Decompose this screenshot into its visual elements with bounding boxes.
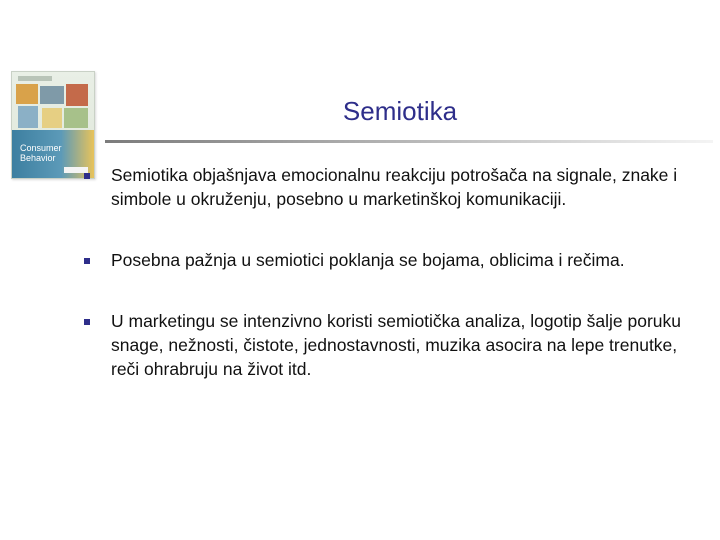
slide-title: Semiotika bbox=[342, 96, 458, 126]
bullet-list bbox=[84, 163, 704, 381]
book-cover-image bbox=[11, 71, 95, 179]
title-underline bbox=[105, 140, 713, 143]
square-bullet-icon bbox=[84, 258, 90, 264]
cover-illustration bbox=[16, 84, 90, 132]
bullet-item bbox=[84, 248, 704, 272]
cover-header-strip bbox=[18, 76, 52, 81]
cover-title-line: Behavior bbox=[20, 153, 56, 163]
bullet-text: U marketingu se intenzivno koristi semiotička analiza, logotip šalje poruku snage, nežnosti, čistote, jednostavnosti, muzika asocira na lepe trenutke, reči ohrabruju na život itd. bbox=[111, 311, 681, 379]
bullet-item bbox=[84, 309, 704, 381]
cover-title-line: Consumer bbox=[20, 143, 62, 153]
bullet-text: Posebna pažnja u semiotici poklanja se bojama, oblicima i rečima. bbox=[111, 250, 625, 270]
bullet-item bbox=[84, 163, 704, 211]
cover-title bbox=[20, 143, 86, 163]
square-bullet-icon bbox=[84, 319, 90, 325]
bullet-text: Semiotika objašnjava emocionalnu reakciju potrošača na signale, znake i simbole u okruženju, posebno u marketinškoj komunikaciji. bbox=[111, 165, 678, 209]
square-bullet-icon bbox=[84, 173, 90, 179]
